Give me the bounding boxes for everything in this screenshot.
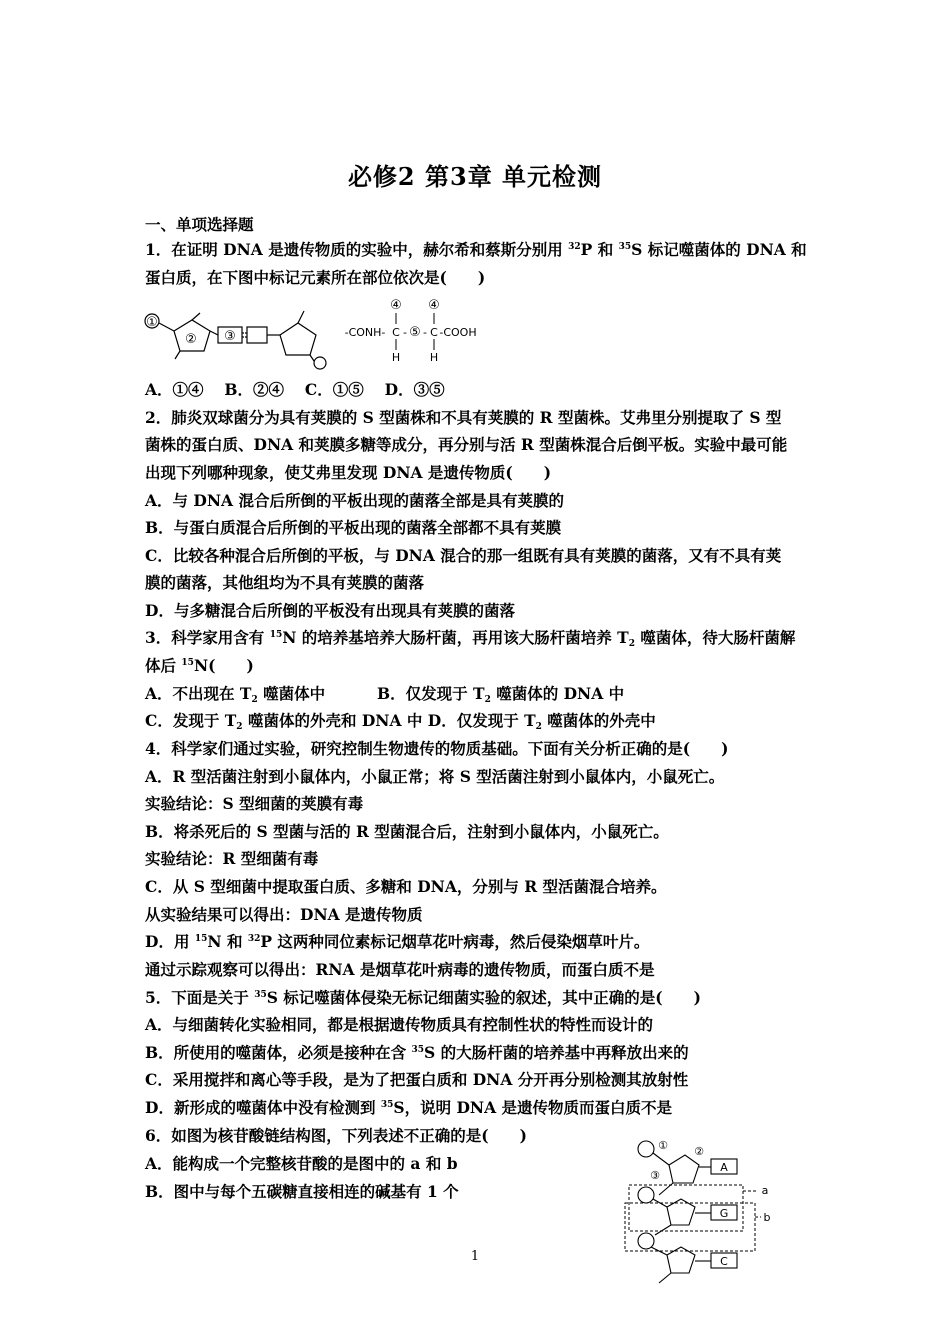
chain-label-2: ②: [694, 1145, 704, 1158]
text-fragment: 1．在证明 DNA 是遗传物质的实验中，赫尔希和蔡斯分别用: [145, 240, 569, 259]
text-fragment: D．用: [145, 932, 195, 951]
text-line-q5D: [145, 1096, 672, 1118]
text-fragment: A．R 型活菌注射到小鼠体内，小鼠正常；将 S 型活菌注射到小鼠体内，小鼠死亡。: [145, 767, 725, 786]
text-fragment: 15: [181, 658, 194, 668]
text-line-q2C2: [145, 571, 424, 593]
text-line-q1b: [145, 266, 485, 288]
text-fragment: P 和: [580, 240, 619, 259]
text-fragment: S 标记噬菌体的 DNA 和: [631, 240, 807, 259]
h-label-1: H: [391, 351, 401, 364]
figure-nucleotide-aminoacid: [140, 293, 500, 373]
text-fragment: C．比较各种混合后所倒的平板，与 DNA 混合的那一组既有具有荚膜的菌落，又有不具有荚: [145, 546, 782, 565]
base-A: A: [720, 1161, 728, 1174]
text-line-q5A: [145, 1013, 653, 1035]
label-3: ③: [224, 329, 236, 344]
text-fragment: 通过示踪观察可以得出：RNA 是烟草花叶病毒的遗传物质，而蛋白质不是: [145, 960, 655, 979]
text-fragment: 35: [411, 1045, 425, 1055]
text-fragment: 15: [269, 630, 283, 640]
text-fragment: 3．科学家用含有: [145, 628, 270, 647]
text-line-q4D1: [145, 930, 649, 952]
text-line-q3CD: [145, 709, 656, 731]
chain-cooh: -COOH: [439, 326, 477, 339]
text-fragment: 噬菌体的外壳中: [541, 711, 656, 730]
text-line-q2C1: [145, 544, 781, 566]
text-fragment: A．与细菌转化实验相同，都是根据遗传物质具有控制性状的特性而设计的: [145, 1015, 654, 1034]
text-fragment: B．将杀死后的 S 型菌与活的 R 型菌混合后，注射到小鼠体内，小鼠死亡。: [145, 822, 669, 841]
text-fragment: A．能构成一个完整核苷酸的是图中的 a 和 b: [145, 1154, 458, 1173]
text-fragment: S，说明 DNA 是遗传物质而蛋白质不是: [393, 1098, 672, 1117]
text-fragment: 32: [247, 934, 261, 944]
chain-label-1: ①: [658, 1139, 668, 1152]
text-line-q4: [145, 737, 728, 759]
text-fragment: D．与多糖混合后所倒的平板没有出现具有荚膜的菌落: [145, 601, 515, 620]
text-fragment: C．发现于 T: [145, 711, 237, 730]
text-fragment: 出现下列哪种现象，使艾弗里发现 DNA 是遗传物质( ): [145, 463, 552, 482]
text-line-q4A1: [145, 765, 724, 787]
text-line-q3AB: [145, 682, 624, 704]
label-4a: ④: [390, 298, 402, 313]
h-label-2: H: [429, 351, 439, 364]
text-line-q5B: [145, 1041, 689, 1063]
text-fragment: B．图中与每个五碳糖直接相连的碱基有 1 个: [145, 1182, 459, 1201]
label-5: ⑤: [409, 325, 421, 340]
text-fragment: 6．如图为核苷酸链结构图，下列表述不正确的是( ): [145, 1126, 527, 1145]
text-fragment: 15: [194, 934, 208, 944]
text-line-q1opts: [145, 378, 445, 400]
text-line-q4D2: [145, 958, 654, 980]
page-title: 必修2 第3章 单元检测: [347, 162, 603, 191]
text-line-q5C: [145, 1068, 688, 1090]
text-fragment: 蛋白质，在下图中标记元素所在部位依次是( ): [145, 268, 486, 287]
text-fragment: 噬菌体，待大肠杆菌解: [634, 628, 796, 647]
text-fragment: A．与 DNA 混合后所倒的平板出现的菌落全部是具有荚膜的: [145, 491, 564, 510]
figure-nucleotide-chain: [615, 1135, 785, 1287]
text-fragment: 4．科学家们通过实验，研究控制生物遗传的物质基础。下面有关分析正确的是( ): [145, 739, 729, 758]
bracket-a: a: [761, 1184, 769, 1197]
bracket-b: b: [763, 1211, 771, 1224]
text-fragment: 噬菌体中 B．仅发现于 T: [257, 684, 485, 703]
text-line-q5: [145, 986, 701, 1008]
text-fragment: 体后: [145, 656, 182, 675]
page-number: 1: [470, 1249, 480, 1264]
text-fragment: 35: [380, 1100, 394, 1110]
text-fragment: A．①④ B．②④ C．①⑤ D．③⑤: [145, 380, 445, 399]
chain-conh: -CONH-: [344, 326, 386, 339]
text-fragment: D．新形成的噬菌体中没有检测到: [145, 1098, 381, 1117]
text-line-q1a: [145, 238, 807, 260]
text-fragment: 菌株的蛋白质、DNA 和荚膜多糖等成分，再分别与活 R 型菌株混合后倒平板。实验中最可能: [145, 435, 788, 454]
text-line-q4B2: [145, 847, 318, 869]
text-fragment: C．采用搅拌和离心等手段，是为了把蛋白质和 DNA 分开再分别检测其放射性: [145, 1070, 689, 1089]
text-line-q2D: [145, 599, 515, 621]
chain-dash1: -: [403, 326, 407, 339]
section-heading: 一、单项选择题: [145, 215, 254, 234]
chain-c2: C: [430, 326, 438, 339]
label-1: ①: [146, 315, 158, 330]
text-fragment: 32: [568, 242, 581, 252]
text-fragment: 2: [628, 639, 635, 649]
text-fragment: C．从 S 型细菌中提取蛋白质、多糖和 DNA，分别与 R 型活菌混合培养。: [145, 877, 667, 896]
text-fragment: S 标记噬菌体侵染无标记细菌实验的叙述，其中正确的是( ): [266, 988, 701, 1007]
text-line-q4C1: [145, 875, 667, 897]
text-fragment: 噬菌体的 DNA 中: [490, 684, 625, 703]
text-fragment: S 的大肠杆菌的培养基中再释放出来的: [424, 1043, 689, 1062]
text-fragment: 2: [484, 695, 491, 705]
text-line-q2A: [145, 489, 564, 511]
text-fragment: 5．下面是关于: [145, 988, 255, 1007]
text-fragment: 从实验结果可以得出：DNA 是遗传物质: [145, 905, 423, 924]
text-fragment: 35: [254, 990, 267, 1000]
text-fragment: 35: [618, 242, 632, 252]
chain-dash2: -: [423, 326, 427, 339]
text-fragment: N( ): [193, 656, 254, 675]
text-fragment: P 这两种同位素标记烟草花叶病毒，然后侵染烟草叶片。: [260, 932, 650, 951]
label-4b: ④: [428, 298, 440, 313]
text-line-q2c: [145, 461, 551, 483]
chain-c1: C: [392, 326, 400, 339]
text-line-q3b: [145, 654, 254, 676]
text-line-q6: [145, 1124, 527, 1146]
label-2: ②: [185, 332, 197, 347]
text-line-q4C2: [145, 903, 423, 925]
text-line-q6A: [145, 1152, 458, 1174]
text-line-q6B: [145, 1180, 459, 1202]
text-fragment: A．不出现在 T: [145, 684, 252, 703]
text-fragment: B．所使用的噬菌体，必须是接种在含: [145, 1043, 412, 1062]
text-fragment: 膜的菌落，其他组均为不具有荚膜的菌落: [145, 573, 425, 592]
text-fragment: 2: [251, 695, 258, 705]
text-line-q2B: [145, 516, 561, 538]
text-line-q2b: [145, 433, 787, 455]
text-fragment: 噬菌体的外壳和 DNA 中 D．仅发现于 T: [242, 711, 536, 730]
text-fragment: 实验结论：S 型细菌的荚膜有毒: [145, 794, 364, 813]
text-fragment: 2．肺炎双球菌分为具有荚膜的 S 型菌株和不具有荚膜的 R 型菌株。艾弗里分别提取了 S 型: [145, 408, 782, 427]
text-fragment: N 和: [207, 932, 248, 951]
base-G: G: [719, 1207, 729, 1220]
chain-label-3: ③: [650, 1169, 660, 1182]
text-fragment: B．与蛋白质混合后所倒的平板出现的菌落全部都不具有荚膜: [145, 518, 562, 537]
text-line-q3a: [145, 626, 795, 648]
text-line-q4A2: [145, 792, 363, 814]
text-line-q4B1: [145, 820, 669, 842]
text-fragment: 实验结论：R 型细菌有毒: [145, 849, 319, 868]
text-line-q2a: [145, 406, 781, 428]
text-fragment: N 的培养基培养大肠杆菌，再用该大肠杆菌培养 T: [282, 628, 629, 647]
text-fragment: 2: [535, 722, 542, 732]
text-fragment: 2: [236, 722, 243, 732]
base-C: C: [720, 1255, 728, 1268]
